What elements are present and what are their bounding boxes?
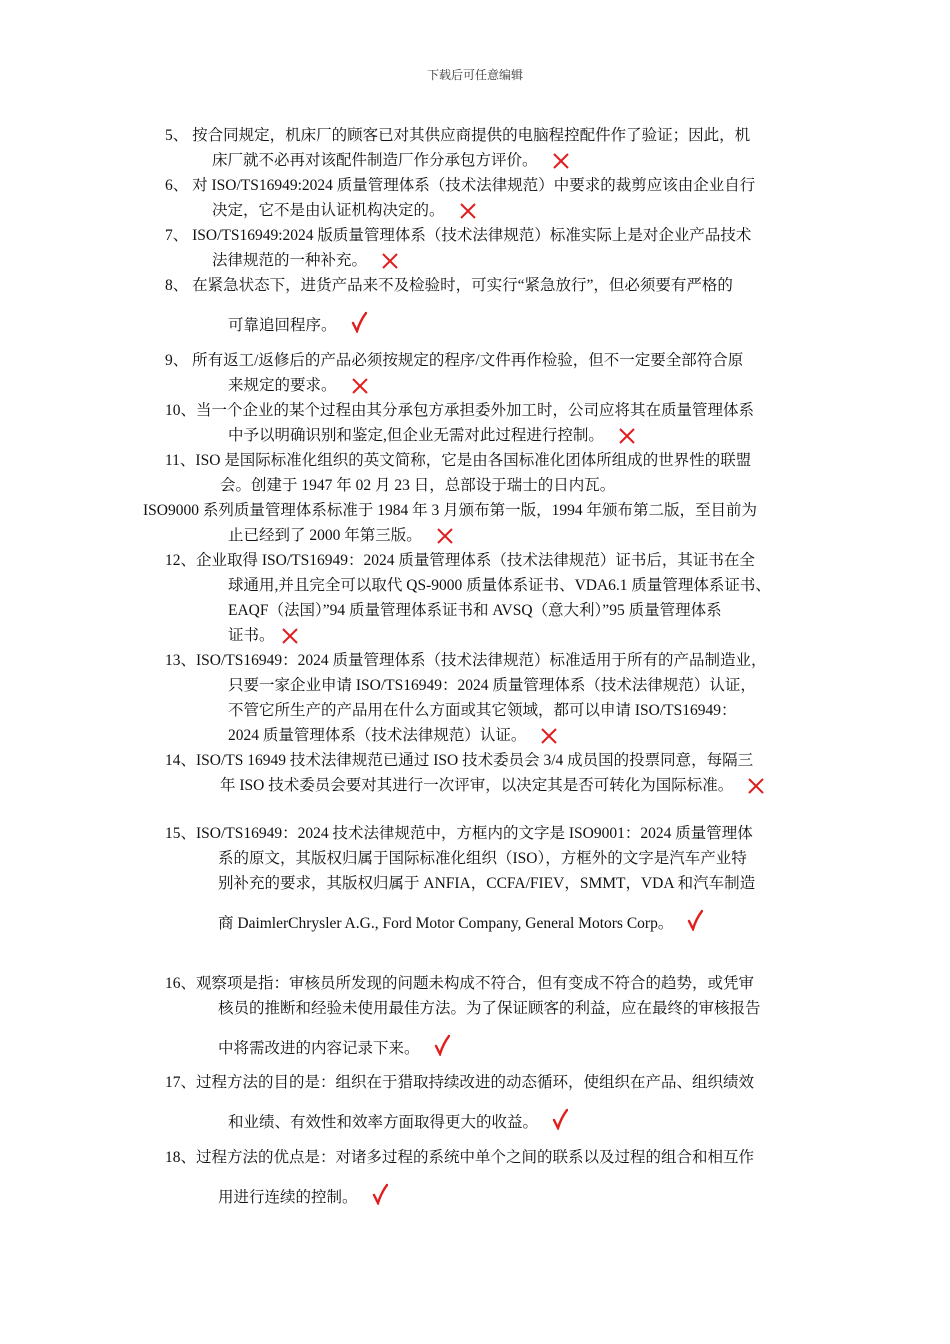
cross-mark-icon: [747, 777, 765, 795]
check-mark-icon: [372, 1183, 388, 1205]
item-10-line-2: 中予以明确识别和鉴定,但企业无需对此过程进行控制。: [228, 426, 636, 446]
item-12-line-2: 球通用,并且完全可以取代 QS-9000 质量体系证书、VDA6.1 质量管理体系证书、: [228, 577, 771, 594]
page-header: 下载后可任意编辑: [426, 68, 523, 82]
item-17-line-2: 和业绩、有效性和效率方面取得更大的收益。: [228, 1113, 568, 1133]
item-12-line-4: 证书。: [228, 626, 299, 646]
item-7-line-1: 7、 ISO/TS16949:2024 版质量管理体系（技术法律规范）标准实际上是对企业产品技术: [165, 227, 752, 244]
check-mark-icon: [552, 1108, 568, 1130]
item-12-line-1: 12、企业取得 ISO/TS16949：2024 质量管理体系（技术法律规范）证书后，其证书在全: [165, 552, 755, 569]
cross-mark-icon: [618, 427, 636, 445]
cross-mark-icon: [436, 527, 454, 545]
item-15-line-4: 商 DaimlerChrysler A.G., Ford Motor Company, General Motors Corp。: [218, 914, 703, 934]
item-13-line-1: 13、ISO/TS16949：2024 质量管理体系（技术法律规范）标准适用于所有的产品制造业，: [165, 652, 767, 669]
item-5-line-2: 床厂就不必再对该配件制造厂作分承包方评价。: [212, 151, 570, 171]
item-9-line-1: 9、 所有返工/返修后的产品必须按规定的程序/文件再作检验，但不一定要全部符合原: [165, 352, 744, 369]
check-mark-icon: [434, 1034, 450, 1056]
item-15-line-1: 15、ISO/TS16949：2024 技术法律规范中，方框内的文字是 ISO9001：2024 质量管理体: [165, 825, 753, 842]
cross-mark-icon: [540, 727, 558, 745]
item-16-line-2: 核员的推断和经验未使用最佳方法。为了保证顾客的利益，应在最终的审核报告: [218, 1000, 761, 1017]
item-11-line-3: ISO9000 系列质量管理体系标准于 1984 年 3 月颁布第一版，1994 年颁布第二版，至目前为: [143, 502, 757, 519]
item-11-line-2: 会。创建于 1947 年 02 月 23 日，总部设于瑞士的日内瓦。: [220, 477, 616, 494]
item-11-line-4: 止已经到了 2000 年第三版。: [228, 526, 454, 546]
item-8-line-2: 可靠追回程序。: [228, 316, 367, 336]
check-mark-icon: [687, 909, 703, 931]
cross-mark-icon: [459, 202, 477, 220]
item-7-line-2: 法律规范的一种补充。: [212, 251, 399, 271]
item-14-line-1: 14、ISO/TS 16949 技术法律规范已通过 ISO 技术委员会 3/4 成员国的投票同意，每隔三: [165, 752, 754, 769]
item-13-line-3: 不管它所生产的产品用在什么方面或其它领域，都可以申请 ISO/TS16949：: [228, 702, 737, 719]
item-6-line-1: 6、 对 ISO/TS16949:2024 质量管理体系（技术法律规范）中要求的裁剪应该由企业自行: [165, 177, 756, 194]
item-18-line-1: 18、过程方法的优点是：对诸多过程的系统中单个之间的联系以及过程的组合和相互作: [165, 1149, 755, 1166]
item-16-line-3: 中将需改进的内容记录下来。: [218, 1039, 450, 1059]
item-12-line-3: EAQF（法国）”94 质量管理体系证书和 AVSQ（意大利）”95 质量管理体系: [228, 602, 722, 619]
item-15-line-2: 系的原文，其版权归属于国际标准化组织（ISO），方框外的文字是汽车产业特: [218, 850, 747, 867]
cross-mark-icon: [552, 152, 570, 170]
item-10-line-1: 10、当一个企业的某个过程由其分承包方承担委外加工时，公司应将其在质量管理体系: [165, 402, 755, 419]
item-16-line-1: 16、观察项是指：审核员所发现的问题未构成不符合，但有变成不符合的趋势，或凭审: [165, 975, 755, 992]
cross-mark-icon: [381, 252, 399, 270]
item-13-line-4: 2024 质量管理体系（技术法律规范）认证。: [228, 726, 558, 746]
item-15-line-3: 别补充的要求，其版权归属于 ANFIA，CCFA/FIEV，SMMT，VDA 和汽车制造: [218, 875, 756, 892]
item-8-line-1: 8、 在紧急状态下，进货产品来不及检验时，可实行“紧急放行”，但必须要有严格的: [165, 277, 733, 294]
item-6-line-2: 决定，它不是由认证机构决定的。: [212, 201, 477, 221]
item-14-line-2: 年 ISO 技术委员会要对其进行一次评审，以决定其是否可转化为国际标准。: [220, 776, 765, 796]
cross-mark-icon: [351, 377, 369, 395]
item-5-line-1: 5、 按合同规定，机床厂的顾客已对其供应商提供的电脑程控配件作了验证；因此，机: [165, 127, 751, 144]
item-9-line-2: 来规定的要求。: [228, 376, 369, 396]
check-mark-icon: [351, 311, 367, 333]
item-18-line-2: 用进行连续的控制。: [218, 1188, 388, 1208]
item-17-line-1: 17、过程方法的目的是：组织在于猎取持续改进的动态循环，使组织在产品、组织绩效: [165, 1074, 755, 1091]
cross-mark-icon: [281, 627, 299, 645]
item-11-line-1: 11、ISO 是国际标准化组织的英文简称，它是由各国标准化团体所组成的世界性的联盟: [165, 452, 752, 469]
item-13-line-2: 只要一家企业申请 ISO/TS16949：2024 质量管理体系（技术法律规范）认证，: [228, 677, 756, 694]
